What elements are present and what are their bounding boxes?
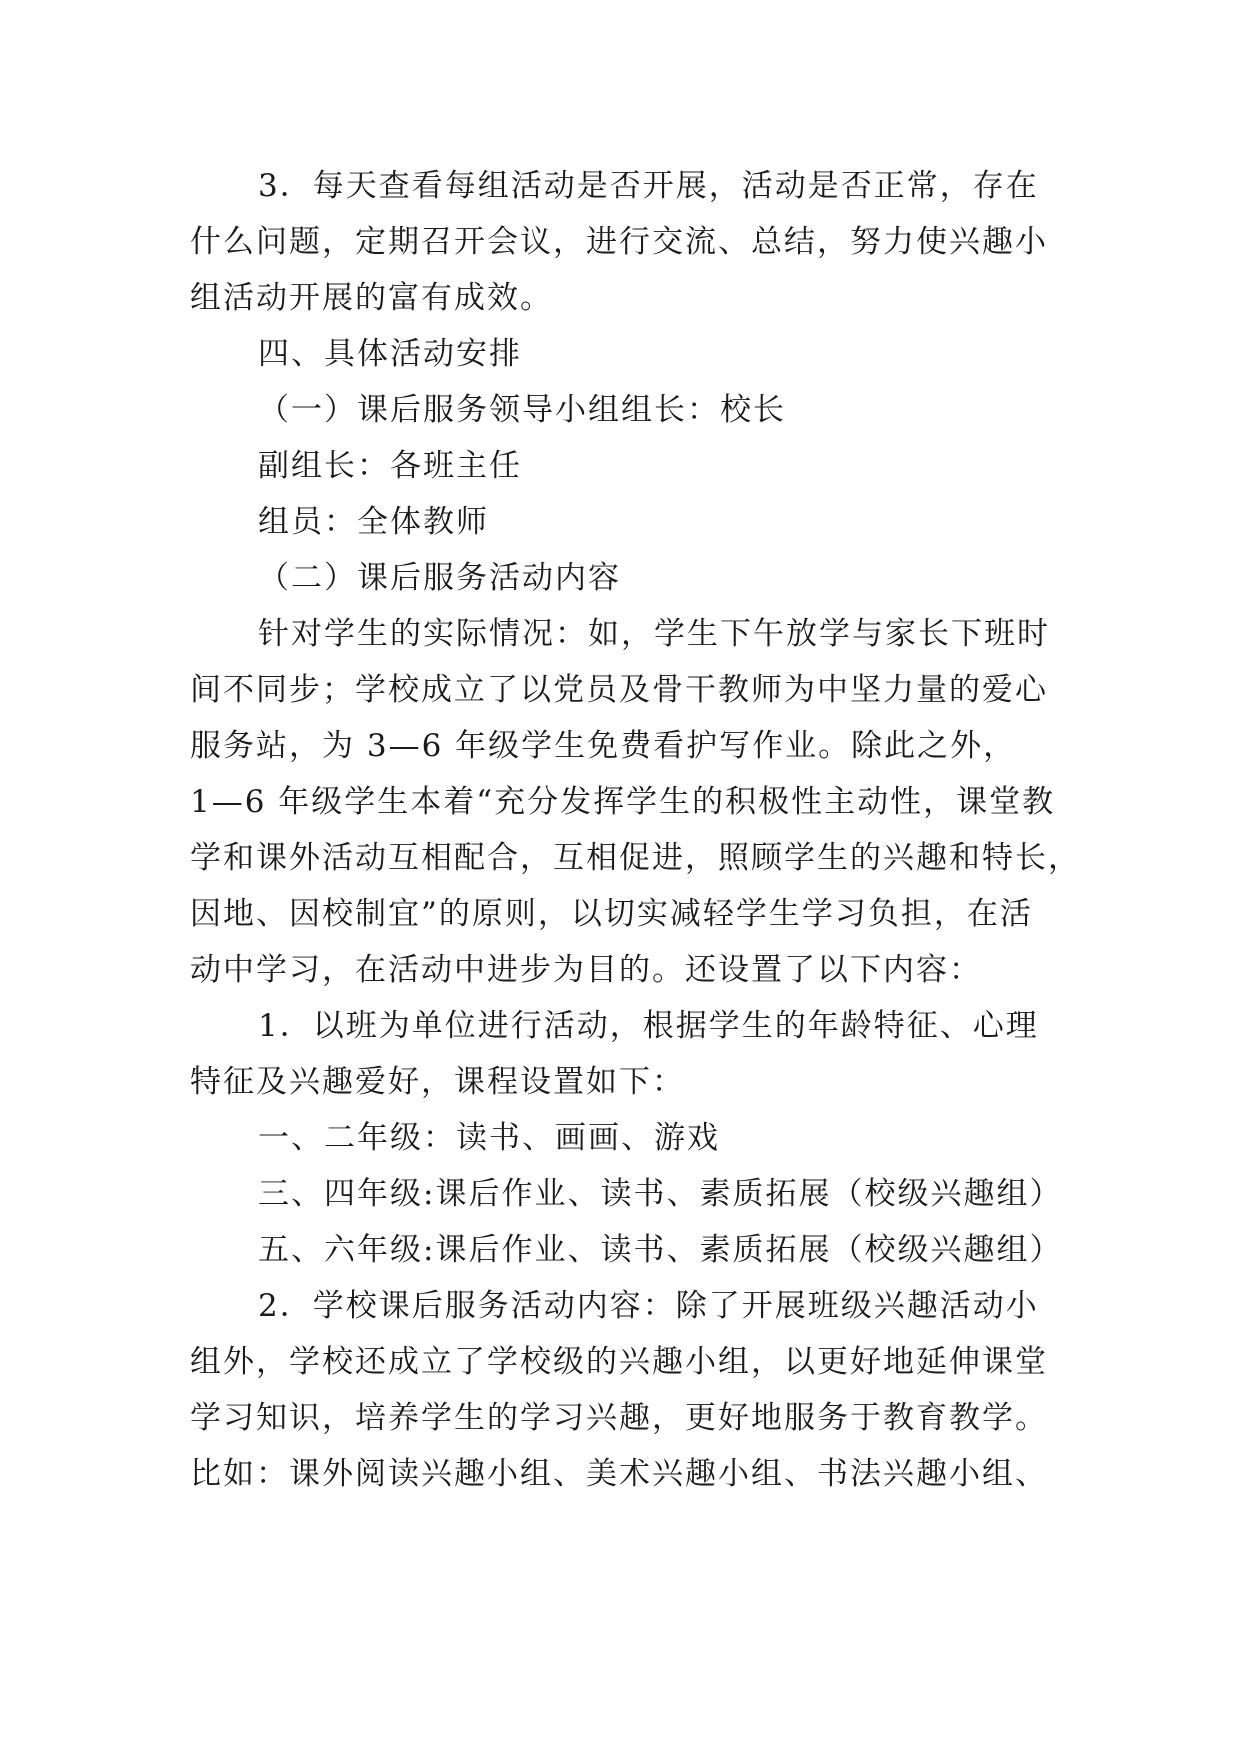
paragraph-line: 1．以班为单位进行活动，根据学生的年龄特征、心理 xyxy=(258,1008,1039,1044)
paragraph-line: 学习知识，培养学生的学习兴趣，更好地服务于教育教学。 xyxy=(190,1400,1048,1436)
paragraph-line: 2．学校课后服务活动内容：除了开展班级兴趣活动小 xyxy=(258,1288,1039,1324)
paragraph-line: 组活动开展的富有成效。 xyxy=(190,280,553,316)
paragraph-line: 什么问题，定期召开会议，进行交流、总结，努力使兴趣小 xyxy=(190,224,1048,260)
list-item: 三、四年级:课后作业、读书、素质拓展（校级兴趣组） xyxy=(258,1176,1063,1212)
paragraph-line: 间不同步；学校成立了以党员及骨干教师为中坚力量的爱心 xyxy=(190,672,1048,708)
paragraph-line: 组外，学校还成立了学校级的兴趣小组，以更好地延伸课堂 xyxy=(190,1344,1048,1380)
paragraph-line: 学和课外活动互相配合，互相促进，照顾学生的兴趣和特长， xyxy=(190,840,1081,876)
paragraph-line: 特征及兴趣爱好，课程设置如下： xyxy=(190,1064,685,1100)
paragraph-line: 服务站，为 3—6 年级学生免费看护写作业。除此之外， xyxy=(190,728,1017,764)
subsection-heading: （一）课后服务领导小组组长：校长 xyxy=(258,392,786,428)
paragraph-line: 组员：全体教师 xyxy=(258,504,489,540)
paragraph-line: 动中学习，在活动中进步为目的。还设置了以下内容： xyxy=(190,952,982,988)
section-heading: 四、具体活动安排 xyxy=(258,336,522,372)
list-item: 五、六年级:课后作业、读书、素质拓展（校级兴趣组） xyxy=(258,1232,1063,1268)
paragraph-line: 3．每天查看每组活动是否开展，活动是否正常，存在 xyxy=(258,168,1039,204)
subsection-heading: （二）课后服务活动内容 xyxy=(258,560,621,596)
paragraph-line: 副组长：各班主任 xyxy=(258,448,522,484)
paragraph-line: 1—6 年级学生本着“充分发挥学生的积极性主动性，课堂教 xyxy=(190,784,1056,820)
paragraph-line: 比如：课外阅读兴趣小组、美术兴趣小组、书法兴趣小组、 xyxy=(190,1456,1048,1492)
paragraph-line: 因地、因校制宜”的原则，以切实减轻学生学习负担，在活 xyxy=(190,896,1033,932)
list-item: 一、二年级：读书、画画、游戏 xyxy=(258,1120,720,1156)
paragraph-line: 针对学生的实际情况：如，学生下午放学与家长下班时 xyxy=(258,616,1050,652)
